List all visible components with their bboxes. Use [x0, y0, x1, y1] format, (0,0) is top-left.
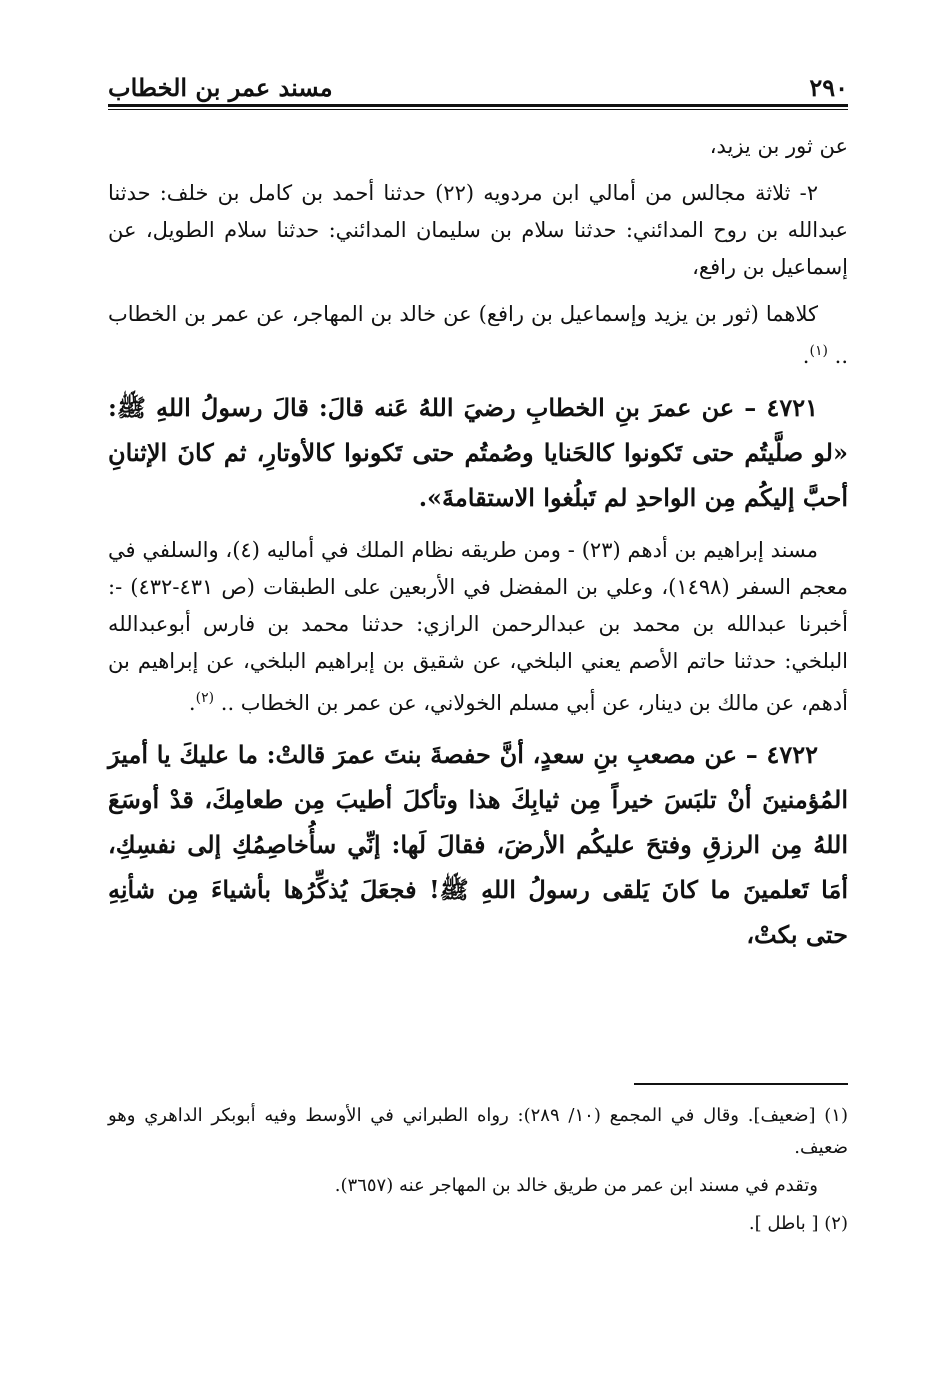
hadith-number: ٤٧٢٢ [766, 740, 818, 769]
footnote-ref-1[interactable]: (١) [809, 343, 828, 359]
paragraph-2 [108, 175, 848, 286]
running-title: مسند عمر بن الخطاب [108, 73, 333, 102]
footnote-separator [634, 1083, 848, 1085]
paragraph-5: مسند إبراهيم بن أدهم (٢٣) - ومن طريقه نظام الملك في أماليه (٤)، والسلفي في معجم السفر (١٤٩٨)، وعلي بن المفضل في الأربعين على الطبقات (ص ٤٣١-٤٣٢) -: أخبرنا عبدالله بن محمد بن عبدالرحمن الرازي: حدثنا محمد بن فارس أبوعبدالله البلخي: حدثنا حاتم الأصم يعني البلخي، عن شقيق بن إبراهيم البلخي، عن إبراهيم بن أدهم، عن مالك بن دينار، عن أبي مسلم الخولاني، عن عمر بن الخطاب .. $^{(٢)}$. [108, 538, 848, 715]
hadith-text: – عن مصعبِ بنِ سعدٍ، أنَّ حفصةَ بنتَ عمرَ قالتْ: ما عليكَ يا أميرَ المُؤمنينَ أنْ تلبَسَ خيراً مِن ثيابِكَ هذا وتأكلَ أطيبَ مِن طعامِكَ، قدْ أوسَعَ اللهُ مِن الرزقِ وفتحَ عليكُم الأرضَ، فقالَ لَها: إنِّي سأُخاصِمُكِ إلى نفسِكِ، أمَا تَعلمينَ ما كانَ يَلقى رسولُ اللهِ ﷺ! فجعَلَ يُذكِّرُها بأشياءَ مِن شأنِهِ حتى بكتْ، [108, 740, 848, 949]
footnote-ref-2[interactable]: (٢) [195, 690, 215, 706]
paragraph-5-text: مسند إبراهيم بن أدهم (٢٣) - ومن طريقه نظام الملك في أماليه (٤)، والسلفي في معجم السفر (١٤٩٨)، وعلي بن المفضل في الأربعين على الطبقات (ص ٤٣١-٤٣٢) -: أخبرنا عبدالله بن محمد بن عبدالرحمن الرازي: حدثنا محمد بن فارس أبوعبدالله البلخي: حدثنا حاتم الأصم يعني البلخي، عن شقيق بن إبراهيم البلخي، عن إبراهيم بن أدهم، عن مالك بن دينار، عن أبي مسلم الخولاني، عن عمر بن الخطاب .. [108, 538, 848, 715]
hadith-text: – عن عمرَ بنِ الخطابِ رضيَ اللهُ عَنه قالَ: قالَ رسولُ اللهِ ﷺ: «لو صلَّيتُم حتى تَكونوا كالحَنايا وصُمتُم حتى تَكونوا كالأوتارِ، ثم كانَ الإثنانِ أحبَّ إليكُم مِن الواحدِ لم تَبلُغوا الاستقامةَ». [108, 393, 848, 512]
header-rule-thin [108, 109, 848, 110]
paragraph-2-text: ٢- ثلاثة مجالس من أمالي ابن مردويه (٢٢) حدثنا أحمد بن كامل بن خلف: حدثنا عبدالله بن روح المدائني: حدثنا سلام بن سليمان المدائني: حدثنا سلام الطويل، عن إسماعيل بن رافع، [108, 181, 848, 279]
hadith-4721 [108, 385, 848, 520]
hadith-4722 [108, 732, 848, 957]
paragraph-3: كلاهما (ثور بن يزيد وإسماعيل بن رافع) عن خالد بن المهاجر، عن عمر بن الخطاب .. $^{(١)}$. [108, 302, 848, 368]
page-header [108, 62, 848, 102]
footnote-1-continued: وتقدم في مسند ابن عمر من طريق خالد بن المهاجر عنه (٣٦٥٧). [334, 1175, 818, 1196]
main-text [108, 128, 848, 969]
paragraph-1-text: عن ثور بن يزيد، [709, 134, 848, 158]
hadith-number: ٤٧٢١ [766, 393, 818, 422]
header-rule [108, 104, 848, 107]
page-number: ٢٩٠ [809, 73, 848, 102]
footnote-1: (١) [ضعيف]. وقال في المجمع (١٠/ ٢٨٩): رواه الطبراني في الأوسط وفيه أبوبكر الداهري وهو ضعيف. [108, 1105, 848, 1158]
footnotes [108, 1100, 848, 1246]
paragraph-3-text: كلاهما (ثور بن يزيد وإسماعيل بن رافع) عن خالد بن المهاجر، عن عمر بن الخطاب .. [108, 302, 848, 368]
footnote-2: (٢) [ باطل ]. [748, 1213, 848, 1234]
paragraph-1 [108, 128, 848, 165]
